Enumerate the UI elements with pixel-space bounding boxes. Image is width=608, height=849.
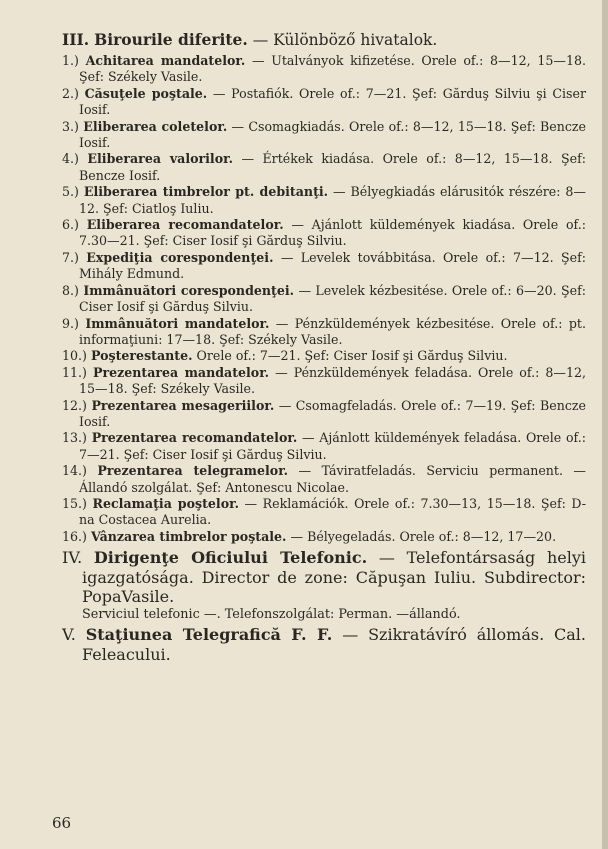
item-number: 12.) [62, 397, 87, 413]
item-number: 5.) [62, 184, 79, 200]
list-item [62, 430, 586, 463]
section-4-subline: Serviciul telefonic —. Telefonszolgálat: Perman. —állandó. [82, 606, 461, 622]
item-number: 6.) [62, 217, 79, 233]
section-4-details: — Telefontársaság helyi igazgatósága. Director de zone: Căpuşan Iuliu. Subdirector: PopaVasile. [82, 548, 587, 607]
list-item [62, 348, 586, 364]
item-name: Eliberarea timbrelor pt. debitanţi. [83, 184, 329, 200]
list-item [62, 316, 586, 349]
item-details: — Ajánlott küldemények feladása. Orele of.: 7—21. Şef: Ciser Iosif şi Gărduş Silviu. [79, 430, 586, 462]
item-details: — Táviratfeladás. Serviciu permanent. — Állandó szolgálat. Şef: Antonescu Nicolae. [79, 463, 586, 495]
section-3-heading [62, 30, 586, 50]
item-name: Prezentarea telegramelor. [97, 463, 289, 479]
item-number: 2.) [62, 85, 79, 101]
section-5 [62, 625, 586, 664]
item-number: 13.) [62, 430, 87, 446]
item-name: Căsuţele poştale. [84, 85, 208, 101]
page-number: 66 [52, 814, 72, 832]
section-4-heading [62, 548, 586, 607]
item-name: Immânuători mandatelor. [85, 315, 270, 331]
list-item [62, 119, 586, 152]
item-name: Achitarea mandatelor. [85, 53, 246, 68]
item-number: 9.) [62, 315, 79, 331]
item-name: Prezentarea mandatelor. [92, 364, 270, 380]
section-5-title: Staţiunea Telegrafică F. F. [85, 625, 333, 645]
item-details: — Reklamációk. Orele of.: 7.30—13, 15—18. Şef: D-na Costacea Aurelia. [79, 495, 587, 528]
section-4 [62, 548, 586, 623]
item-details: — Pénzküldemények kézbesitése. Orele of.: pt. informaţiuni: 17—18. Şef: Székely Vasile. [79, 315, 586, 347]
item-number: 14.) [62, 463, 87, 479]
page-edge-shadow [602, 0, 608, 849]
section-5-heading [62, 625, 586, 664]
item-number: 16.) [62, 528, 87, 544]
item-name: Poşterestante. [90, 348, 193, 364]
office-list [62, 53, 586, 545]
list-item [62, 151, 586, 184]
item-name: Prezentarea mesageriilor. [91, 397, 275, 413]
list-item [62, 463, 586, 496]
item-details: — Bélyegeladás. Orele of.: 8—12, 17—20. [290, 528, 557, 544]
list-item [62, 529, 586, 545]
item-number: 1.) [62, 53, 79, 68]
item-name: Vânzarea timbrelor poştale. [90, 528, 287, 544]
list-item [62, 250, 586, 283]
item-details: — Levelek kézbesitése. Orele of.: 6—20. Şef: Ciser Iosif şi Gărduş Silviu. [79, 282, 586, 315]
item-details: — Postafiók. Orele of.: 7—21. Şef: Gărduş Silviu şi Ciser Iosif. [79, 85, 586, 118]
item-details: — Ajánlott küldemények kiadása. Orele of.: 7.30—21. Şef: Ciser Iosif şi Gărduş Silviu. [79, 217, 586, 249]
list-item [62, 53, 586, 86]
item-number: 7.) [62, 249, 79, 265]
item-name: Expediţia corespondenţei. [86, 249, 274, 265]
section-3-dash: — [252, 31, 269, 49]
item-number: 8.) [62, 282, 79, 298]
item-name: Eliberarea recomandatelor. [86, 217, 284, 233]
item-details: — Pénzküldemények feladása. Orele of.: 8—12, 15—18. Şef: Székely Vasile. [79, 364, 586, 397]
section-4-number: IV. [62, 548, 83, 568]
item-name: Prezentarea recomandatelor. [91, 430, 298, 446]
section-5-details: — Szikratávíró állomás. Cal. Feleacului. [82, 625, 587, 664]
item-number: 3.) [62, 118, 79, 134]
item-details: — Csomagfeladás. Orele of.: 7—19. Şef: Bencze Iosif. [79, 397, 586, 429]
list-item [62, 184, 586, 217]
section-3-number: III. [62, 30, 90, 49]
list-item [62, 365, 586, 398]
item-number: 11.) [62, 364, 87, 380]
list-item [62, 398, 586, 431]
item-details: Orele of.: 7—21. Şef: Ciser Iosif şi Gărduş Silviu. [196, 348, 508, 364]
list-item [62, 86, 586, 119]
document-page [62, 30, 586, 665]
item-name: Eliberarea coletelor. [83, 118, 228, 134]
item-details: — Értékek kiadása. Orele of.: 8—12, 15—18. Şef: Bencze Iosif. [79, 151, 586, 183]
item-number: 15.) [62, 495, 87, 511]
item-details: — Utalványok kifizetése. Orele of.: 8—12, 15—18. Şef: Székely Vasile. [79, 53, 586, 85]
section-5-number: V. [62, 625, 76, 645]
item-details: — Levelek továbbitása. Orele of.: 7—12. Şef: Mihály Edmund. [79, 249, 586, 282]
list-item [62, 217, 586, 250]
item-number: 10.) [62, 348, 87, 364]
section-3-title: Birourile diferite. [94, 30, 248, 49]
item-name: Reclamaţia poştelor. [92, 495, 239, 511]
section-4-title: Dirigenţe Oficiului Telefonic. [93, 548, 368, 568]
section-3-subtitle: Különböző hivatalok. [273, 31, 438, 49]
item-number: 4.) [62, 151, 79, 167]
item-name: Immânuători corespondenţei. [83, 282, 295, 298]
item-details: — Bélyegkiadás elárusitók részére: 8—12. Şef: Ciatloş Iuliu. [79, 184, 587, 216]
item-details: — Csomagkiadás. Orele of.: 8—12, 15—18. Şef: Bencze Iosif. [79, 118, 586, 151]
item-name: Eliberarea valorilor. [87, 151, 233, 167]
list-item [62, 496, 586, 529]
list-item [62, 283, 586, 316]
